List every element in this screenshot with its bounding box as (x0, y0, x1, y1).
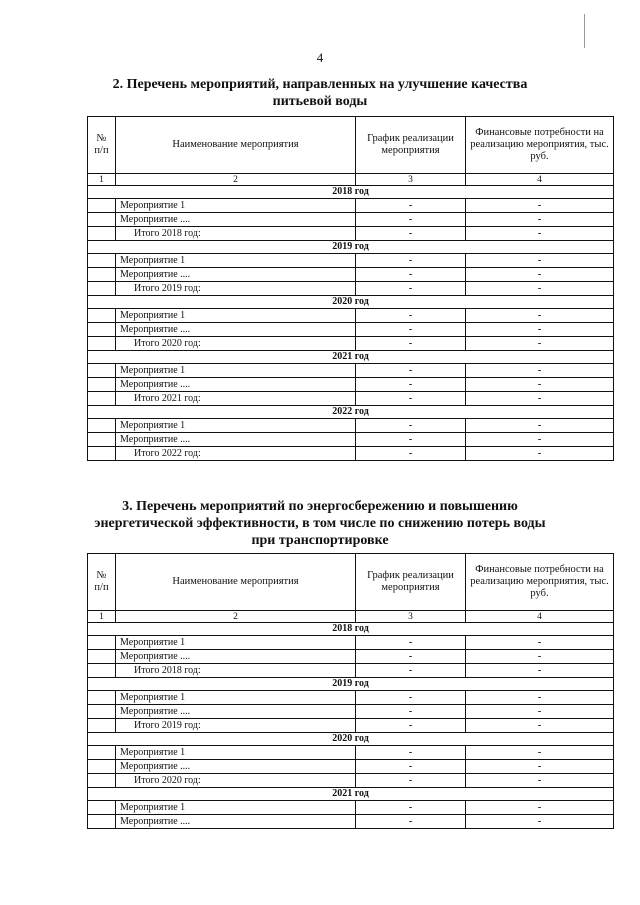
section-3-table (87, 553, 614, 829)
section-2-title (0, 76, 640, 110)
schedule-cell: - (356, 254, 466, 268)
section-2-table (87, 116, 614, 461)
year-row (88, 733, 614, 746)
row-number-cell (88, 691, 116, 705)
total-row (88, 392, 614, 406)
activity-name-cell: Итого 2018 год: (116, 227, 356, 241)
row-number-cell (88, 636, 116, 650)
total-row (88, 774, 614, 788)
row-number-cell (88, 268, 116, 282)
schedule-cell: - (356, 746, 466, 760)
header-number: № п/п (88, 117, 116, 174)
section-3-title (0, 498, 640, 549)
schedule-cell: - (356, 392, 466, 406)
schedule-cell: - (356, 815, 466, 829)
header-name: Наименование мероприятия (116, 117, 356, 174)
activity-name-cell: Мероприятие .... (116, 760, 356, 774)
year-row (88, 296, 614, 309)
year-row (88, 406, 614, 419)
activity-row (88, 801, 614, 815)
year-label: 2019 год (88, 678, 614, 691)
column-number-row (88, 611, 614, 623)
total-row (88, 447, 614, 461)
header-number: № п/п (88, 554, 116, 611)
row-number-cell (88, 705, 116, 719)
schedule-cell: - (356, 323, 466, 337)
activity-name-cell: Мероприятие .... (116, 378, 356, 392)
schedule-cell: - (356, 378, 466, 392)
activity-name-cell: Мероприятие .... (116, 213, 356, 227)
activity-name-cell: Мероприятие 1 (116, 691, 356, 705)
activity-name-cell: Мероприятие 1 (116, 801, 356, 815)
schedule-cell: - (356, 719, 466, 733)
year-label: 2018 год (88, 186, 614, 199)
header-row (88, 117, 614, 174)
activity-name-cell: Мероприятие 1 (116, 364, 356, 378)
schedule-cell: - (356, 650, 466, 664)
row-number-cell (88, 815, 116, 829)
section-3-table-body (88, 623, 614, 829)
year-row (88, 186, 614, 199)
row-number-cell (88, 664, 116, 678)
activity-name-cell: Итого 2019 год: (116, 719, 356, 733)
year-row (88, 788, 614, 801)
schedule-cell: - (356, 760, 466, 774)
year-row (88, 351, 614, 364)
finance-cell: - (466, 268, 614, 282)
column-number-4: 4 (466, 611, 614, 623)
finance-cell: - (466, 815, 614, 829)
year-label: 2021 год (88, 351, 614, 364)
activity-name-cell: Мероприятие 1 (116, 309, 356, 323)
row-number-cell (88, 378, 116, 392)
finance-cell: - (466, 760, 614, 774)
activity-row (88, 650, 614, 664)
finance-cell: - (466, 282, 614, 296)
year-label: 2019 год (88, 241, 614, 254)
schedule-cell: - (356, 705, 466, 719)
finance-cell: - (466, 213, 614, 227)
schedule-cell: - (356, 199, 466, 213)
column-number-1: 1 (88, 174, 116, 186)
activity-row (88, 213, 614, 227)
section-2-title-line-1: 2. Перечень мероприятий, направленных на улучшение качества (112, 77, 528, 92)
schedule-cell: - (356, 419, 466, 433)
schedule-cell: - (356, 337, 466, 351)
page-number: 4 (316, 50, 324, 65)
column-number-3: 3 (356, 174, 466, 186)
schedule-cell: - (356, 774, 466, 788)
finance-cell: - (466, 378, 614, 392)
year-label: 2022 год (88, 406, 614, 419)
row-number-cell (88, 719, 116, 733)
activity-name-cell: Мероприятие .... (116, 323, 356, 337)
year-label: 2018 год (88, 623, 614, 636)
row-number-cell (88, 282, 116, 296)
row-number-cell (88, 447, 116, 461)
finance-cell: - (466, 309, 614, 323)
header-finance: Финансовые потребности на реализацию мероприятия, тыс. руб. (466, 117, 614, 174)
schedule-cell: - (356, 282, 466, 296)
activity-name-cell: Итого 2021 год: (116, 392, 356, 406)
section-3-title-line-2: энергетической эффективности, в том числе по снижению потерь воды (94, 516, 546, 531)
column-number-2: 2 (116, 174, 356, 186)
row-number-cell (88, 364, 116, 378)
activity-name-cell: Итого 2020 год: (116, 774, 356, 788)
finance-cell: - (466, 254, 614, 268)
margin-mark (584, 14, 585, 48)
activity-name-cell: Мероприятие 1 (116, 419, 356, 433)
section-3-title-line-3: при транспортировке (251, 533, 389, 548)
activity-row (88, 309, 614, 323)
column-number-1: 1 (88, 611, 116, 623)
schedule-cell: - (356, 691, 466, 705)
schedule-cell: - (356, 309, 466, 323)
activity-name-cell: Итого 2019 год: (116, 282, 356, 296)
activity-row (88, 254, 614, 268)
activity-row (88, 760, 614, 774)
activity-name-cell: Итого 2018 год: (116, 664, 356, 678)
total-row (88, 719, 614, 733)
row-number-cell (88, 227, 116, 241)
finance-cell: - (466, 774, 614, 788)
finance-cell: - (466, 227, 614, 241)
schedule-cell: - (356, 801, 466, 815)
row-number-cell (88, 801, 116, 815)
finance-cell: - (466, 364, 614, 378)
activity-name-cell: Мероприятие 1 (116, 746, 356, 760)
row-number-cell (88, 199, 116, 213)
activity-row (88, 419, 614, 433)
activity-row (88, 705, 614, 719)
finance-cell: - (466, 650, 614, 664)
finance-cell: - (466, 199, 614, 213)
activity-row (88, 268, 614, 282)
activity-name-cell: Итого 2020 год: (116, 337, 356, 351)
total-row (88, 282, 614, 296)
finance-cell: - (466, 433, 614, 447)
year-row (88, 241, 614, 254)
schedule-cell: - (356, 364, 466, 378)
row-number-cell (88, 309, 116, 323)
header-schedule: График реализации мероприятия (356, 117, 466, 174)
activity-name-cell: Мероприятие .... (116, 705, 356, 719)
finance-cell: - (466, 419, 614, 433)
schedule-cell: - (356, 447, 466, 461)
activity-row (88, 636, 614, 650)
total-row (88, 664, 614, 678)
finance-cell: - (466, 447, 614, 461)
section-2-title-line-2: питьевой воды (272, 94, 368, 109)
activity-row (88, 199, 614, 213)
row-number-cell (88, 774, 116, 788)
year-label: 2020 год (88, 296, 614, 309)
activity-name-cell: Мероприятие 1 (116, 636, 356, 650)
schedule-cell: - (356, 664, 466, 678)
column-number-2: 2 (116, 611, 356, 623)
schedule-cell: - (356, 636, 466, 650)
activity-name-cell: Мероприятие 1 (116, 254, 356, 268)
schedule-cell: - (356, 268, 466, 282)
row-number-cell (88, 337, 116, 351)
finance-cell: - (466, 636, 614, 650)
activity-row (88, 746, 614, 760)
activity-row (88, 378, 614, 392)
column-number-row (88, 174, 614, 186)
activity-row (88, 691, 614, 705)
year-label: 2021 год (88, 788, 614, 801)
column-number-3: 3 (356, 611, 466, 623)
row-number-cell (88, 254, 116, 268)
year-label: 2020 год (88, 733, 614, 746)
section-3-title-line-1: 3. Перечень мероприятий по энергосбережению и повышению (122, 499, 518, 514)
activity-name-cell: Мероприятие .... (116, 433, 356, 447)
finance-cell: - (466, 746, 614, 760)
section-2-table-body (88, 186, 614, 461)
finance-cell: - (466, 664, 614, 678)
finance-cell: - (466, 691, 614, 705)
finance-cell: - (466, 719, 614, 733)
activity-name-cell: Мероприятие 1 (116, 199, 356, 213)
row-number-cell (88, 650, 116, 664)
finance-cell: - (466, 392, 614, 406)
row-number-cell (88, 213, 116, 227)
year-row (88, 623, 614, 636)
finance-cell: - (466, 801, 614, 815)
activity-row (88, 815, 614, 829)
header-row (88, 554, 614, 611)
header-finance: Финансовые потребности на реализацию мероприятия, тыс. руб. (466, 554, 614, 611)
activity-row (88, 323, 614, 337)
activity-name-cell: Мероприятие .... (116, 268, 356, 282)
year-row (88, 678, 614, 691)
row-number-cell (88, 760, 116, 774)
schedule-cell: - (356, 227, 466, 241)
header-schedule: График реализации мероприятия (356, 554, 466, 611)
finance-cell: - (466, 705, 614, 719)
row-number-cell (88, 323, 116, 337)
row-number-cell (88, 419, 116, 433)
total-row (88, 227, 614, 241)
row-number-cell (88, 433, 116, 447)
activity-row (88, 364, 614, 378)
header-name: Наименование мероприятия (116, 554, 356, 611)
column-number-4: 4 (466, 174, 614, 186)
activity-name-cell: Мероприятие .... (116, 650, 356, 664)
schedule-cell: - (356, 213, 466, 227)
activity-name-cell: Итого 2022 год: (116, 447, 356, 461)
activity-row (88, 433, 614, 447)
finance-cell: - (466, 323, 614, 337)
total-row (88, 337, 614, 351)
schedule-cell: - (356, 433, 466, 447)
finance-cell: - (466, 337, 614, 351)
activity-name-cell: Мероприятие .... (116, 815, 356, 829)
row-number-cell (88, 746, 116, 760)
row-number-cell (88, 392, 116, 406)
